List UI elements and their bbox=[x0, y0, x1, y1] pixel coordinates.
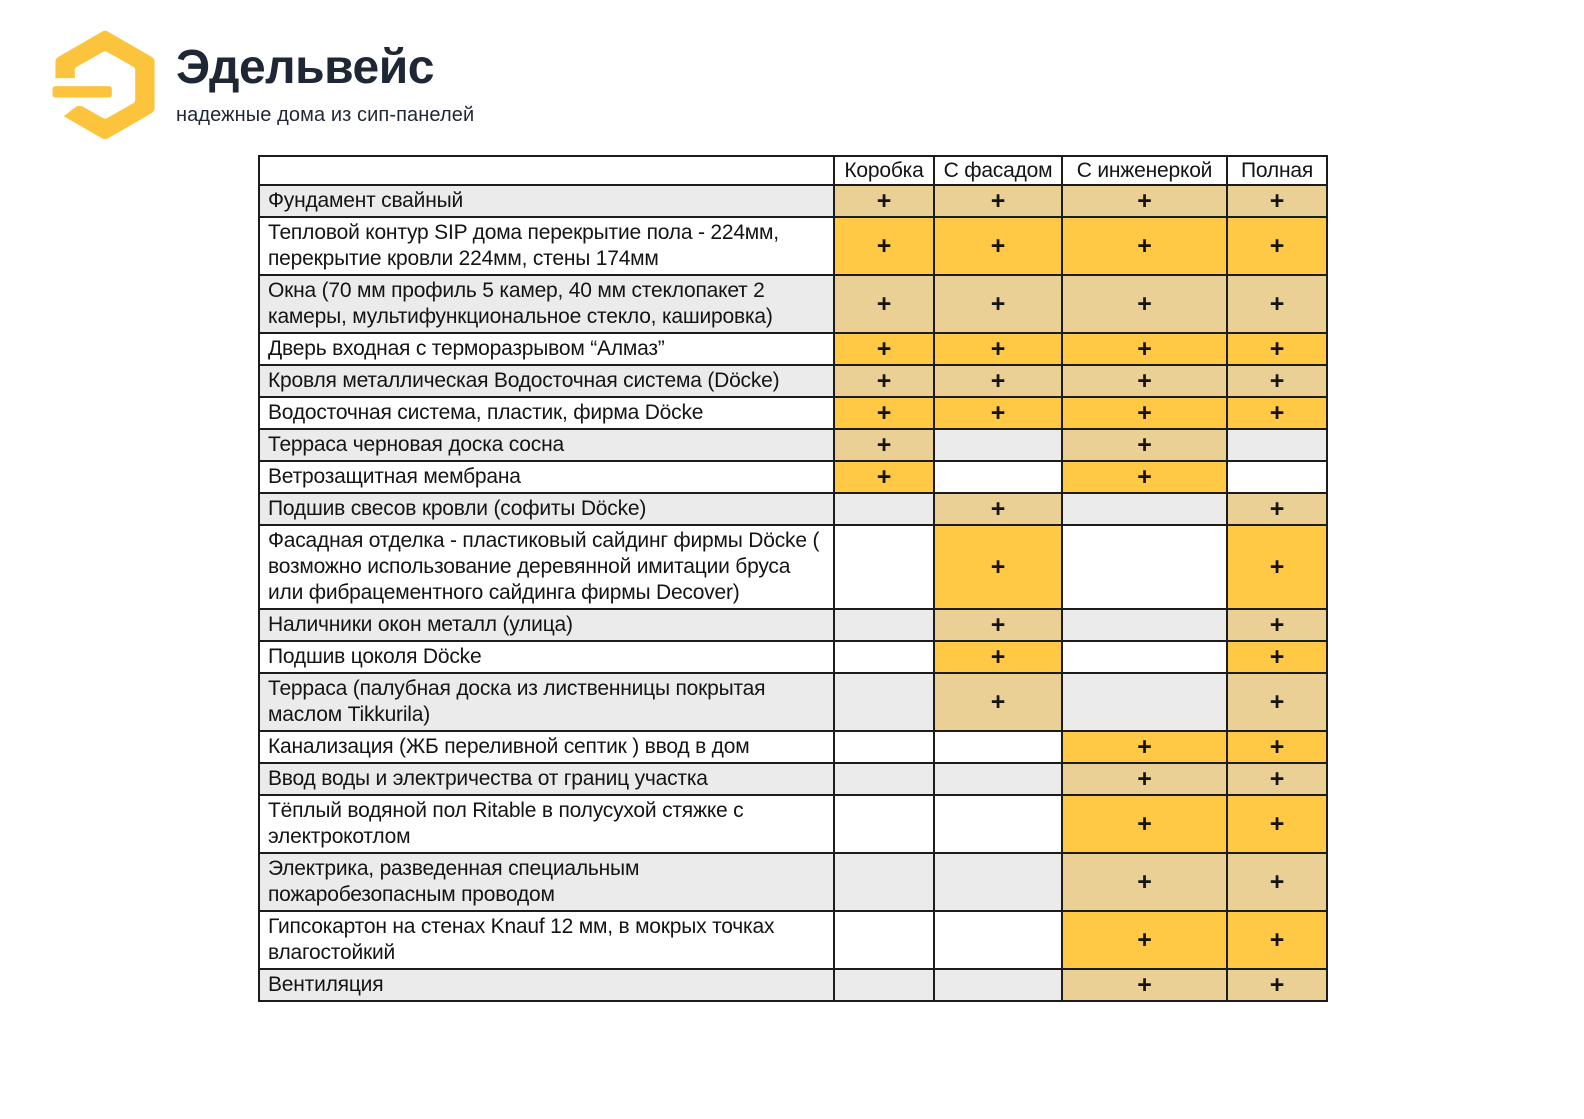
included-plus-cell: + bbox=[1062, 365, 1227, 397]
included-plus-cell: + bbox=[934, 185, 1062, 217]
included-plus-cell: + bbox=[934, 525, 1062, 609]
brand-title: Эдельвейс bbox=[176, 41, 434, 94]
table-row bbox=[259, 853, 1327, 911]
included-plus-cell: + bbox=[1062, 429, 1227, 461]
table-row bbox=[259, 641, 1327, 673]
row-label: Канализация (ЖБ переливной септик ) ввод в дом bbox=[259, 731, 834, 763]
included-plus-cell: + bbox=[934, 217, 1062, 275]
row-label: Терраса черновая доска сосна bbox=[259, 429, 834, 461]
included-plus-cell: + bbox=[934, 641, 1062, 673]
included-plus-cell: + bbox=[1227, 795, 1327, 853]
not-included-cell bbox=[934, 969, 1062, 1001]
included-plus-cell: + bbox=[1227, 763, 1327, 795]
included-plus-cell: + bbox=[1227, 673, 1327, 731]
included-plus-cell: + bbox=[1227, 853, 1327, 911]
included-plus-cell: + bbox=[934, 493, 1062, 525]
not-included-cell bbox=[834, 969, 934, 1001]
not-included-cell bbox=[934, 461, 1062, 493]
not-included-cell bbox=[1062, 673, 1227, 731]
included-plus-cell: + bbox=[834, 185, 934, 217]
included-plus-cell: + bbox=[1227, 185, 1327, 217]
table-row bbox=[259, 493, 1327, 525]
column-header-polnaya: Полная bbox=[1227, 156, 1327, 185]
table-row bbox=[259, 969, 1327, 1001]
included-plus-cell: + bbox=[1227, 275, 1327, 333]
row-label: Наличники окон металл (улица) bbox=[259, 609, 834, 641]
not-included-cell bbox=[1062, 493, 1227, 525]
included-plus-cell: + bbox=[1062, 397, 1227, 429]
comparison-table-body bbox=[259, 185, 1327, 1001]
table-row bbox=[259, 911, 1327, 969]
brand-text-block bbox=[176, 26, 474, 127]
included-plus-cell: + bbox=[1062, 731, 1227, 763]
not-included-cell bbox=[834, 609, 934, 641]
row-label: Подшив цоколя Döcke bbox=[259, 641, 834, 673]
column-header-korobka: Коробка bbox=[834, 156, 934, 185]
table-row bbox=[259, 333, 1327, 365]
included-plus-cell: + bbox=[934, 333, 1062, 365]
included-plus-cell: + bbox=[1227, 609, 1327, 641]
included-plus-cell: + bbox=[1227, 493, 1327, 525]
included-plus-cell: + bbox=[1062, 969, 1227, 1001]
table-row bbox=[259, 275, 1327, 333]
row-label: Кровля металлическая Водосточная система (Döcke) bbox=[259, 365, 834, 397]
included-plus-cell: + bbox=[834, 397, 934, 429]
not-included-cell bbox=[834, 673, 934, 731]
table-row bbox=[259, 365, 1327, 397]
table-row bbox=[259, 673, 1327, 731]
not-included-cell bbox=[834, 763, 934, 795]
table-row bbox=[259, 525, 1327, 609]
not-included-cell bbox=[834, 731, 934, 763]
comparison-table-section bbox=[258, 155, 1328, 1002]
not-included-cell bbox=[934, 911, 1062, 969]
included-plus-cell: + bbox=[1062, 911, 1227, 969]
row-label: Тепловой контур SIP дома перекрытие пола - 224мм, перекрытие кровли 224мм, стены 174мм bbox=[259, 217, 834, 275]
row-label: Ввод воды и электричества от границ участка bbox=[259, 763, 834, 795]
included-plus-cell: + bbox=[834, 217, 934, 275]
row-label: Фундамент свайный bbox=[259, 185, 834, 217]
table-row bbox=[259, 731, 1327, 763]
row-label: Ветрозащитная мембрана bbox=[259, 461, 834, 493]
included-plus-cell: + bbox=[1062, 461, 1227, 493]
included-plus-cell: + bbox=[1227, 525, 1327, 609]
brand-logo-icon bbox=[48, 26, 162, 144]
not-included-cell bbox=[1227, 461, 1327, 493]
not-included-cell bbox=[934, 763, 1062, 795]
table-row bbox=[259, 763, 1327, 795]
header-row bbox=[259, 156, 1327, 185]
row-label: Окна (70 мм профиль 5 камер, 40 мм стеклопакет 2 камеры, мультифункциональное стекло, кашировка) bbox=[259, 275, 834, 333]
row-label: Тёплый водяной пол Ritable в полусухой стяжке с электрокотлом bbox=[259, 795, 834, 853]
row-label: Гипсокартон на стенах Knauf 12 мм, в мокрых точках влагостойкий bbox=[259, 911, 834, 969]
table-row bbox=[259, 609, 1327, 641]
included-plus-cell: + bbox=[1062, 275, 1227, 333]
not-included-cell bbox=[834, 493, 934, 525]
included-plus-cell: + bbox=[1227, 333, 1327, 365]
included-plus-cell: + bbox=[1062, 185, 1227, 217]
row-label: Водосточная система, пластик, фирма Döcke bbox=[259, 397, 834, 429]
not-included-cell bbox=[934, 731, 1062, 763]
not-included-cell bbox=[834, 525, 934, 609]
included-plus-cell: + bbox=[1062, 763, 1227, 795]
row-label: Вентиляция bbox=[259, 969, 834, 1001]
column-header-s-fasadom: С фасадом bbox=[934, 156, 1062, 185]
row-label: Электрика, разведенная специальным пожаробезопасным проводом bbox=[259, 853, 834, 911]
included-plus-cell: + bbox=[934, 609, 1062, 641]
table-row bbox=[259, 217, 1327, 275]
included-plus-cell: + bbox=[1062, 217, 1227, 275]
included-plus-cell: + bbox=[934, 673, 1062, 731]
table-row bbox=[259, 429, 1327, 461]
included-plus-cell: + bbox=[834, 275, 934, 333]
not-included-cell bbox=[1062, 525, 1227, 609]
included-plus-cell: + bbox=[1062, 333, 1227, 365]
included-plus-cell: + bbox=[1227, 641, 1327, 673]
included-plus-cell: + bbox=[834, 365, 934, 397]
not-included-cell bbox=[1227, 429, 1327, 461]
table-row bbox=[259, 185, 1327, 217]
not-included-cell bbox=[834, 911, 934, 969]
not-included-cell bbox=[1062, 609, 1227, 641]
included-plus-cell: + bbox=[934, 397, 1062, 429]
included-plus-cell: + bbox=[1227, 217, 1327, 275]
table-row bbox=[259, 397, 1327, 429]
included-plus-cell: + bbox=[934, 275, 1062, 333]
not-included-cell bbox=[834, 853, 934, 911]
included-plus-cell: + bbox=[834, 333, 934, 365]
included-plus-cell: + bbox=[1227, 365, 1327, 397]
not-included-cell bbox=[934, 429, 1062, 461]
not-included-cell bbox=[834, 795, 934, 853]
row-label: Подшив свесов кровли (софиты Döcke) bbox=[259, 493, 834, 525]
included-plus-cell: + bbox=[834, 429, 934, 461]
included-plus-cell: + bbox=[934, 365, 1062, 397]
row-label: Дверь входная с терморазрывом “Алмаз” bbox=[259, 333, 834, 365]
table-row bbox=[259, 795, 1327, 853]
included-plus-cell: + bbox=[834, 461, 934, 493]
not-included-cell bbox=[934, 795, 1062, 853]
included-plus-cell: + bbox=[1227, 911, 1327, 969]
row-label: Терраса (палубная доска из лиственницы покрытая маслом Tikkurila) bbox=[259, 673, 834, 731]
included-plus-cell: + bbox=[1227, 731, 1327, 763]
included-plus-cell: + bbox=[1227, 397, 1327, 429]
included-plus-cell: + bbox=[1227, 969, 1327, 1001]
not-included-cell bbox=[934, 853, 1062, 911]
included-plus-cell: + bbox=[1062, 795, 1227, 853]
comparison-table bbox=[258, 155, 1328, 1002]
not-included-cell bbox=[1062, 641, 1227, 673]
table-row bbox=[259, 461, 1327, 493]
brand-tagline: надежные дома из сип-панелей bbox=[176, 104, 475, 126]
included-plus-cell: + bbox=[1062, 853, 1227, 911]
column-header-s-inzhenerkoy: С инженеркой bbox=[1062, 156, 1227, 185]
row-label: Фасадная отделка - пластиковый сайдинг фирмы Döcke ( возможно использование деревянной имитации бруса или фибрацементного сайдинга фирмы Decover) bbox=[259, 525, 834, 609]
brand-section bbox=[48, 26, 474, 144]
corner-cell bbox=[259, 156, 834, 185]
not-included-cell bbox=[834, 641, 934, 673]
